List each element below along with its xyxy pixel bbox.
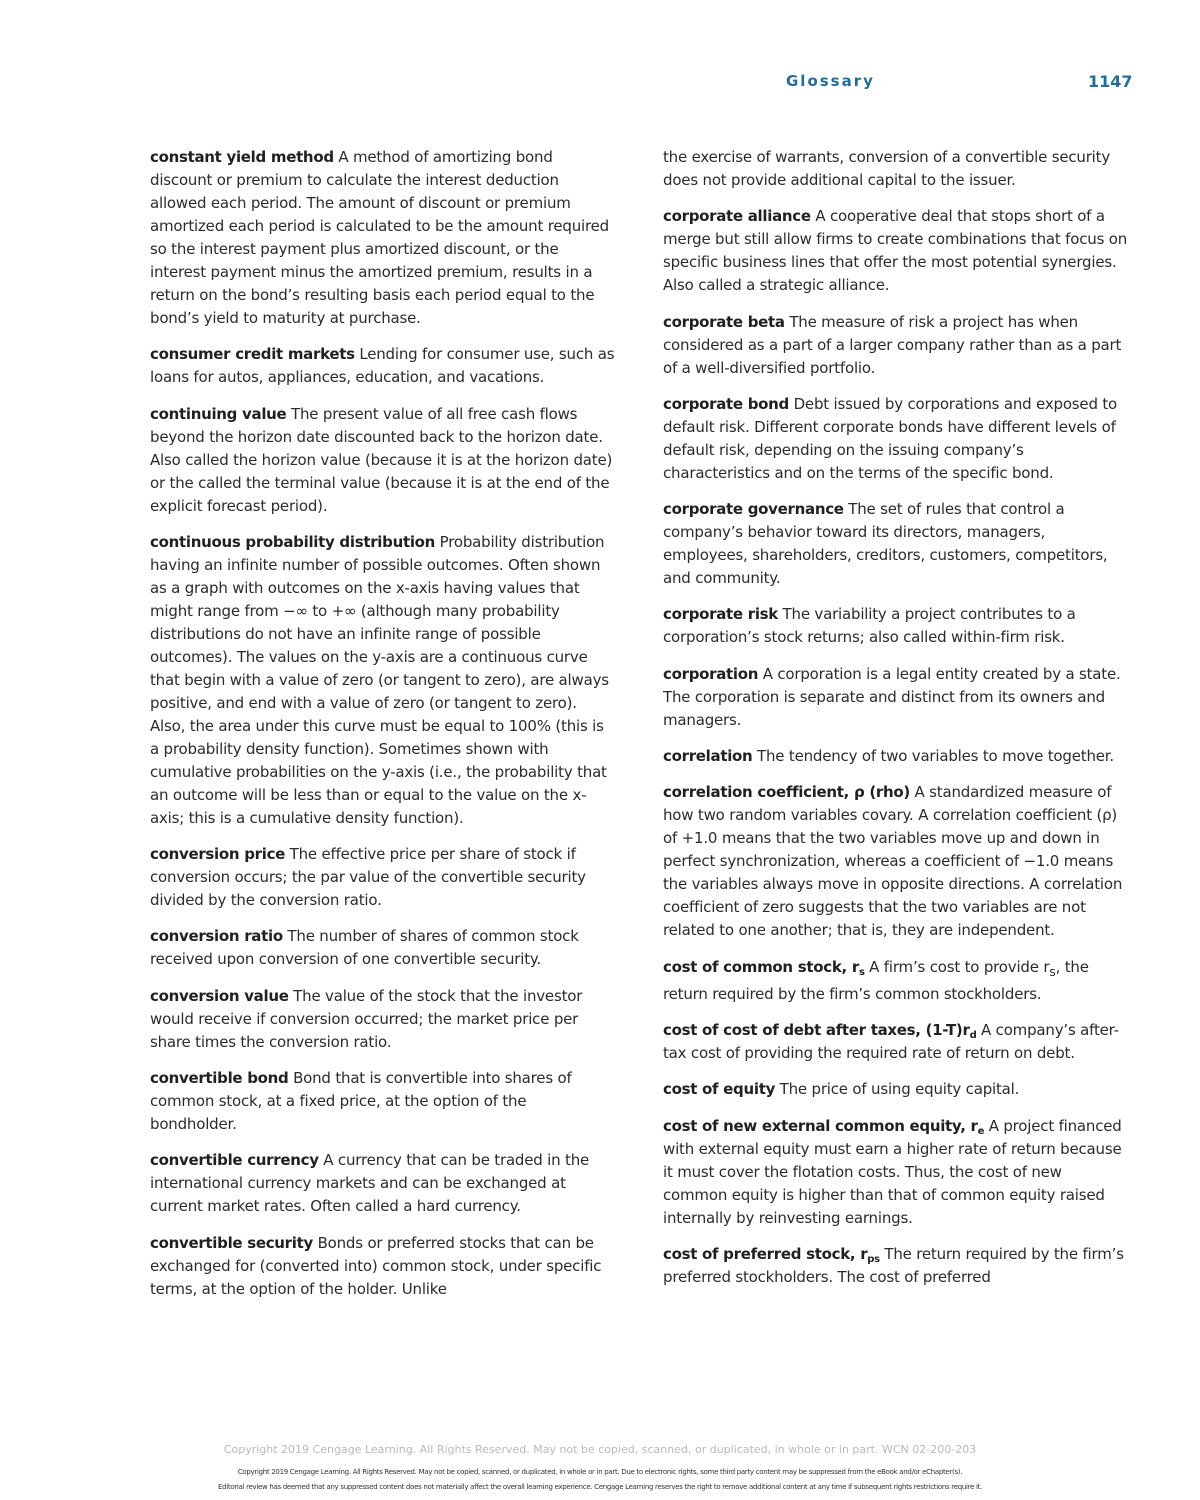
glossary-term [663, 1117, 984, 1135]
glossary-term: continuing value [150, 404, 287, 423]
glossary-term [663, 958, 865, 976]
glossary-term: corporate alliance [663, 207, 811, 226]
copyright-notice: Copyright 2019 Cengage Learning. All Rights Reserved. May not be copied, scanned, or duplicated, in whole or in part. Due to electronic rights, some third party content may be suppressed from the eBook and/or eChapter(s). [237, 1468, 963, 1476]
glossary-entry [663, 1243, 1129, 1289]
glossary-term: consumer credit markets [150, 345, 355, 364]
glossary-entry-continued [663, 146, 1129, 192]
glossary-entry [150, 1232, 616, 1301]
glossary-definition: Bond that is convertible into shares of common stock, at a fixed price, at the option of the bondholder. [150, 1069, 572, 1134]
glossary-entry [150, 985, 616, 1054]
glossary-definition: The measure of risk a project has when considered as a part of a larger company rather than as a part of a well-diversified portfolio. [663, 312, 1122, 377]
glossary-column-left [150, 146, 616, 1314]
glossary-entry [150, 1067, 616, 1136]
glossary-term: correlation [663, 747, 753, 766]
glossary-entry [663, 393, 1129, 485]
glossary-term: corporation [663, 664, 759, 683]
glossary-definition: The effective price per share of stock if conversion occurs; the par value of the convertible security divided by the conversion ratio. [150, 845, 586, 910]
glossary-entry [663, 1078, 1129, 1101]
glossary-definition: A standardized measure of how two random variables covary. A correlation coefficient (ρ) of +1.0 means that the two variables move up and down in perfect synchronization, whereas a coefficient of −1.0 means the variables always move in opposite directions. A correlation coefficient of zero suggests that the two variables are not related to one another; that is, they are independent. [663, 783, 1123, 940]
glossary-term: corporate bond [663, 394, 789, 413]
glossary-term: conversion value [150, 986, 289, 1005]
glossary-entry [150, 343, 616, 389]
glossary-definition-text: A firm’s cost to provide r [869, 957, 1050, 976]
glossary-term-text: cost of cost of debt after taxes, (1-T)r [663, 1020, 970, 1039]
glossary-term [663, 1245, 880, 1263]
glossary-term: continuous probability distribution [150, 532, 436, 551]
glossary-term [663, 1021, 976, 1039]
glossary-entry [663, 205, 1129, 297]
glossary-entry [663, 498, 1129, 590]
glossary-definition: A company’s after-tax cost of providing the required rate of return on debt. [663, 1020, 1119, 1062]
glossary-term: constant yield method [150, 148, 334, 166]
glossary-term: corporate risk [663, 605, 778, 624]
glossary-definition: The price of using equity capital. [779, 1080, 1020, 1099]
glossary-term: convertible security [150, 1233, 313, 1252]
glossary-definition: Debt issued by corporations and exposed to default risk. Different corporate bonds have different levels of default risk, depending on the issuing company’s characteristics and on the terms of the specific bond. [663, 394, 1117, 482]
glossary-definition: Probability distribution having an infinite number of possible outcomes. Often shown as a graph with outcomes on the x-axis having values that might range from −∞ to +∞ (although many probability distributions do not have an infinite range of possible outcomes). The values on the y-axis are a continuous curve that begin with a value of zero (or tangent to zero), are always positive, and end with a value of zero (or tangent to zero). Also, the area under this curve must be equal to 100% (this is a probability density function). Sometimes shown with cumulative probabilities on the y-axis (i.e., the probability that an outcome will be less than or equal to the value on the x-axis; this is a cumulative density function). [150, 532, 609, 827]
glossary-definition: the exercise of warrants, conversion of a convertible security does not provide additional capital to the issuer. [663, 148, 1110, 189]
page-number: 1147 [1088, 72, 1133, 91]
glossary-entry [150, 146, 616, 330]
glossary-definition: The tendency of two variables to move together. [757, 747, 1114, 766]
glossary-term-text: cost of new external common equity, r [663, 1116, 978, 1135]
glossary-definition: Lending for consumer use, such as loans for autos, appliances, education, and vacations. [150, 345, 615, 387]
glossary-definition: A method of amortizing bond discount or premium to calculate the interest deduction allowed each period. The amount of discount or premium amortized each period is calculated to be the amount required so the interest payment plus amortized discount, or the interest payment minus the amortized premium, results in a return on the bond’s resulting basis each period equal to the bond’s yield to maturity at purchase. [150, 148, 609, 327]
page-header [0, 72, 1200, 96]
glossary-term-subscript: ps [867, 1253, 880, 1265]
glossary-definition: The variability a project contributes to a corporation’s stock returns; also called within-firm risk. [663, 605, 1076, 647]
glossary-term-subscript: e [977, 1125, 985, 1137]
copyright-watermark: Copyright 2019 Cengage Learning. All Rights Reserved. May not be copied, scanned, or duplicated, in whole or in part. WCN 02-200-203 [223, 1443, 977, 1456]
glossary-entry [663, 956, 1129, 1006]
glossary-entry [663, 1019, 1129, 1065]
glossary-definition: The return required by the firm’s preferred stockholders. The cost of preferred [663, 1244, 1124, 1286]
glossary-entry [150, 531, 616, 830]
glossary-term: corporate governance [663, 500, 844, 519]
glossary-definition: The present value of all free cash flows beyond the horizon date discounted back to the horizon date. Also called the horizon value (because it is at the horizon date) or the called the terminal value (because it is at the end of the explicit forecast period). [150, 404, 613, 515]
glossary-definition: The value of the stock that the investor would receive if conversion occurred; the market price per share times the conversion ratio. [150, 986, 583, 1051]
glossary-definition: Bonds or preferred stocks that can be exchanged for (converted into) common stock, under specific terms, at the option of the holder. Unlike [150, 1233, 602, 1298]
glossary-entry [663, 1115, 1129, 1230]
glossary-definition: A corporation is a legal entity created by a state. The corporation is separate and distinct from its owners and managers. [663, 664, 1121, 729]
glossary-entry [663, 603, 1129, 649]
glossary-definition: The set of rules that control a company’s behavior toward its directors, managers, employees, shareholders, creditors, customers, competitors, and community. [663, 500, 1108, 588]
glossary-column-right [663, 146, 1129, 1302]
glossary-term: cost of equity [663, 1080, 776, 1099]
glossary-entry [150, 1149, 616, 1218]
glossary-term-subscript: d [969, 1029, 977, 1041]
running-title: Glossary [786, 72, 875, 90]
glossary-entry [150, 843, 616, 912]
glossary-entry [663, 745, 1129, 768]
glossary-definition: A project financed with external equity must earn a higher rate of return because it must cover the flotation costs. Thus, the cost of new common equity is higher than that of common equity raised internally by reinvesting earnings. [663, 1116, 1122, 1227]
glossary-term: convertible bond [150, 1069, 289, 1088]
glossary-term-subscript: s [858, 966, 865, 978]
editorial-notice: Editorial review has deemed that any suppressed content does not materially affect the overall learning experience. Cengage Learning reserves the right to remove additional content at any time if subsequent rights restrictions require it. [217, 1483, 983, 1491]
glossary-term-text: cost of common stock, r [663, 957, 859, 976]
glossary-entry [150, 403, 616, 518]
glossary-definition-text-rest: , the return required by the firm’s common stockholders. [663, 957, 1089, 1003]
glossary-definition: The number of shares of common stock received upon conversion of one convertible security. [150, 927, 579, 969]
glossary-definition: A cooperative deal that stops short of a merge but still allow firms to create combinations that focus on specific business lines that offer the most potential synergies. Also called a strategic alliance. [663, 207, 1128, 295]
glossary-term: conversion price [150, 845, 286, 864]
glossary-entry [663, 781, 1129, 942]
glossary-term-text: cost of preferred stock, r [663, 1244, 868, 1263]
glossary-term: correlation coefficient, ρ (rho) [663, 783, 910, 802]
glossary-entry [150, 925, 616, 971]
glossary-entry [663, 663, 1129, 732]
glossary-definition-subscript: s [1049, 963, 1056, 979]
glossary-term: conversion ratio [150, 927, 283, 946]
glossary-term: corporate beta [663, 312, 785, 331]
glossary-term: convertible currency [150, 1151, 319, 1170]
glossary-definition: A currency that can be traded in the international currency markets and can be exchanged at current market rates. Often called a hard currency. [150, 1151, 590, 1216]
glossary-entry [663, 311, 1129, 380]
